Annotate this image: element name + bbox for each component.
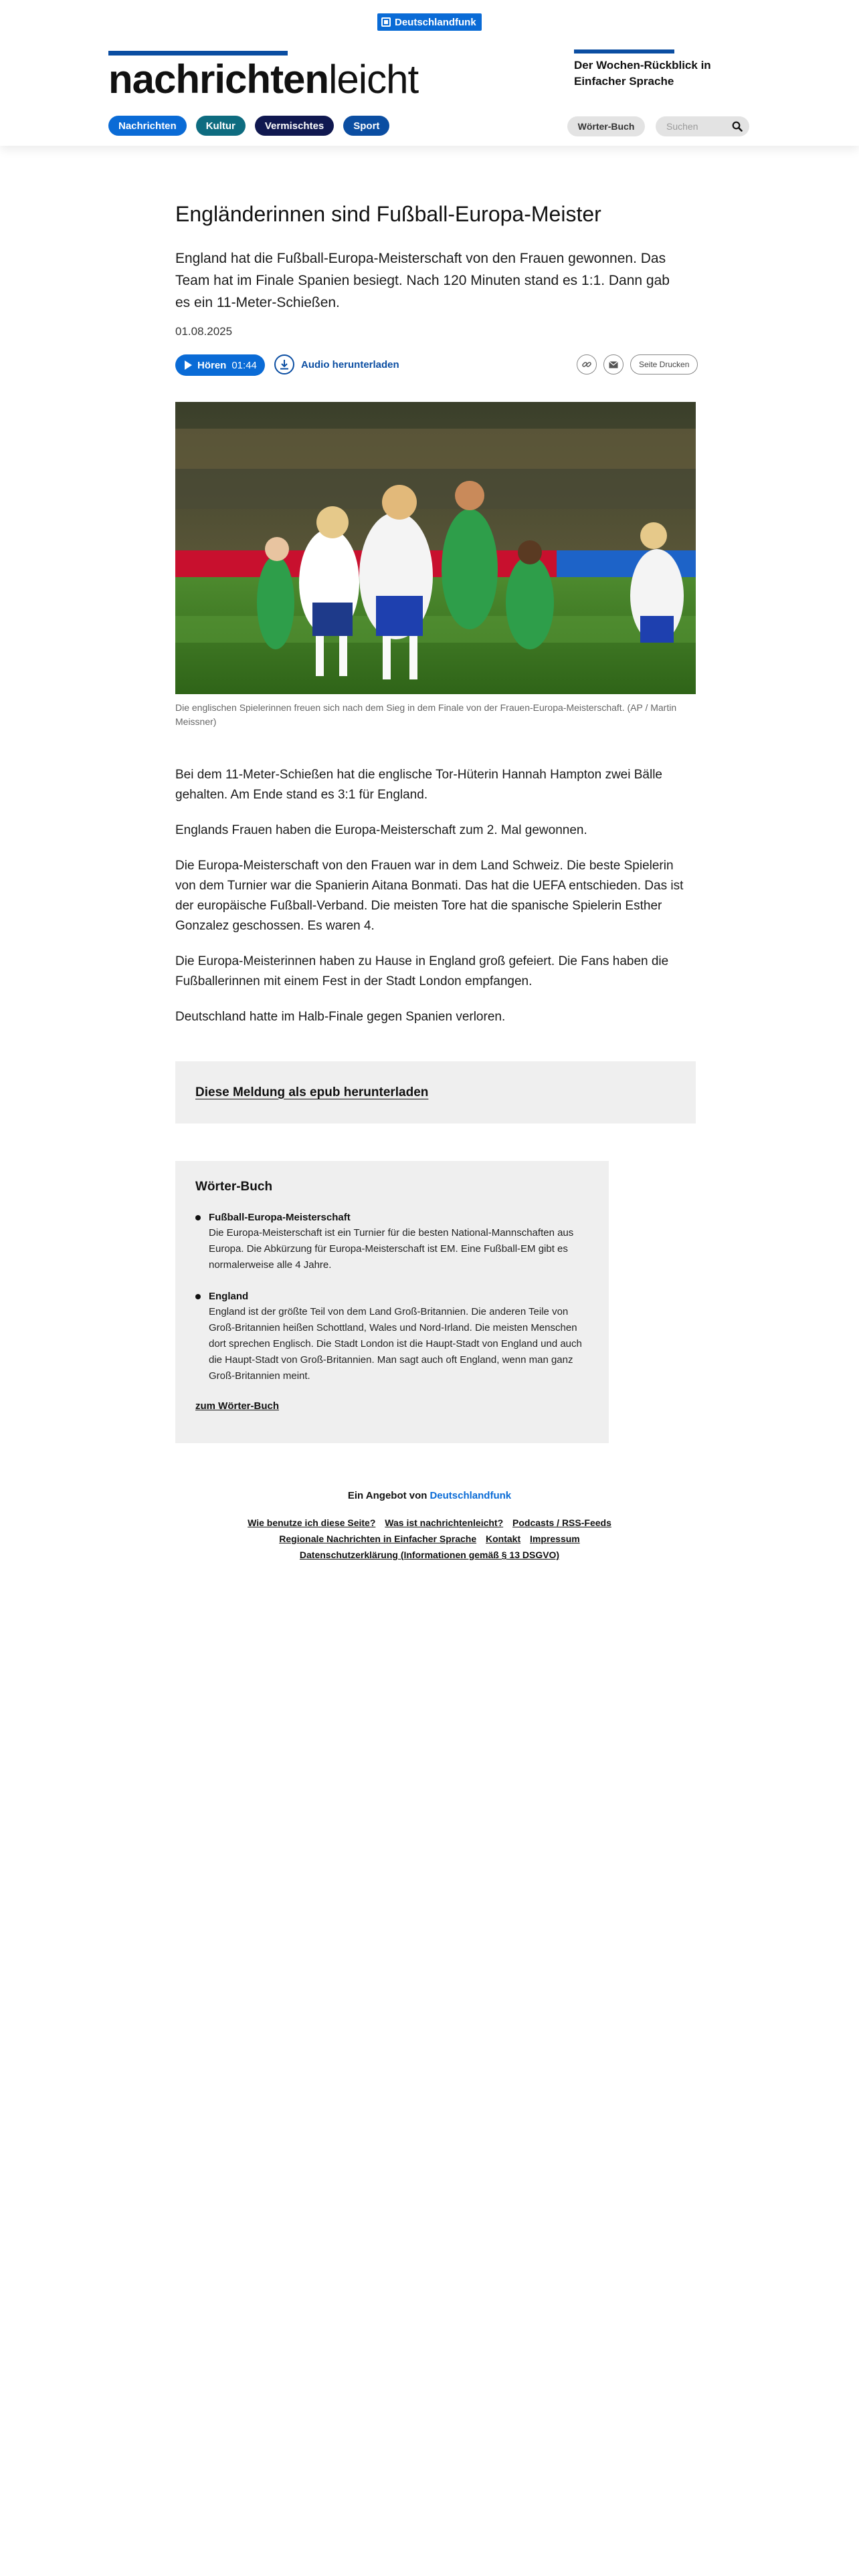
site-footer bbox=[0, 1490, 859, 1563]
mail-icon bbox=[609, 361, 618, 368]
search-icon[interactable] bbox=[732, 121, 743, 132]
body-paragraph: Die Europa-Meisterinnen haben zu Hause in England groß gefeiert. Die Fans haben die Fußballerinnen mit einem Fest in der Stadt London empfangen. bbox=[175, 954, 669, 988]
audio-duration: 01:44 bbox=[231, 359, 257, 371]
body-paragraph: Englands Frauen haben die Europa-Meisterschaft zum 2. Mal gewonnen. bbox=[175, 823, 587, 837]
epub-download-link[interactable]: Diese Meldung als epub herunterladen bbox=[195, 1085, 429, 1099]
audio-download-label: Audio herunterladen bbox=[301, 358, 399, 370]
body-paragraph: Deutschland hatte im Halb-Finale gegen Spanien verloren. bbox=[175, 1010, 506, 1024]
audio-play-button[interactable] bbox=[175, 354, 265, 376]
article-title: Engländerinnen sind Fußball-Europa-Meister bbox=[175, 202, 601, 226]
epub-download-box bbox=[175, 1061, 696, 1123]
footer-link-how-to-use[interactable]: Wie benutze ich diese Seite? bbox=[248, 1517, 376, 1528]
audio-play-label: Hören bbox=[197, 359, 227, 371]
deutschlandfunk-logo-icon bbox=[381, 17, 391, 27]
logo-accent-bar bbox=[108, 51, 288, 56]
footer-links bbox=[229, 1515, 630, 1563]
weekly-accent-bar bbox=[574, 49, 674, 53]
deutschlandfunk-badge-label: Deutschlandfunk bbox=[395, 16, 476, 28]
offer-line bbox=[0, 1490, 859, 1501]
footer-link-podcasts[interactable]: Podcasts / RSS-Feeds bbox=[512, 1517, 611, 1528]
search-box bbox=[656, 116, 749, 136]
article-teaser: England hat die Fußball-Europa-Meisterschaft von den Frauen gewonnen. Das Team hat im Finale Spanien besiegt. Nach 120 Minuten stand es 1:1. Dann gab es ein 11-Meter-Schießen. bbox=[175, 251, 670, 310]
logo-part-1: nachrichten bbox=[108, 57, 329, 102]
weekly-review-link[interactable]: Der Wochen-Rückblick in Einfacher Sprache bbox=[574, 59, 711, 88]
offer-text: Ein Angebot von bbox=[347, 1490, 427, 1501]
nav-item-sport[interactable]: Sport bbox=[343, 116, 389, 136]
play-icon bbox=[185, 360, 192, 370]
footer-link-regional[interactable]: Regionale Nachrichten in Einfacher Sprache bbox=[279, 1533, 477, 1544]
logo-part-2: leicht bbox=[328, 57, 419, 102]
search-input[interactable] bbox=[666, 121, 727, 132]
site-logo[interactable] bbox=[108, 56, 418, 103]
print-button[interactable]: Seite Drucken bbox=[630, 354, 698, 374]
body-paragraph: Die Europa-Meisterschaft von den Frauen war in dem Land Schweiz. Die beste Spielerin von dem Turnier war die Spanierin Aitana Bonmati. Das hat die UEFA entschieden. Das ist der europäische Fußball-Verband. Die meisten Tore hat die spanische Spielerin Esther Gonzalez geschossen. Es waren 4. bbox=[175, 859, 684, 933]
dictionary-term: England bbox=[209, 1291, 249, 1302]
email-share-button[interactable] bbox=[603, 354, 624, 374]
woerter-buch-link[interactable]: zum Wörter-Buch bbox=[195, 1400, 279, 1412]
site-header bbox=[0, 0, 859, 146]
offer-brand-link[interactable]: Deutschlandfunk bbox=[430, 1490, 512, 1501]
audio-download-link[interactable] bbox=[274, 354, 399, 374]
main-nav bbox=[108, 116, 389, 136]
footer-link-about[interactable]: Was ist nachrichtenleicht? bbox=[385, 1517, 504, 1528]
article-date: 01.08.2025 bbox=[175, 325, 233, 338]
link-icon bbox=[581, 359, 592, 370]
footer-link-contact[interactable]: Kontakt bbox=[486, 1533, 521, 1544]
woerter-buch-box bbox=[175, 1161, 609, 1443]
article-body bbox=[175, 765, 684, 1043]
dictionary-term: Fußball-Europa-Meisterschaft bbox=[209, 1212, 351, 1223]
nav-item-nachrichten[interactable]: Nachrichten bbox=[108, 116, 187, 136]
footer-link-imprint[interactable]: Impressum bbox=[530, 1533, 580, 1544]
woerter-buch-button[interactable]: Wörter-Buch bbox=[567, 116, 645, 136]
article-photo bbox=[175, 402, 696, 694]
dictionary-definition: England ist der größte Teil von dem Land Groß-Britannien. Die anderen Teile von Groß-Britannien heißen Schottland, Wales und Nord-Irland. Die meisten Menschen dort sprechen Englisch. Die Stadt London ist die Haupt-Stadt von England und auch die Haupt-Stadt von Groß-Britannien. Man sagt auch oft England, wenn man ganz Groß-Britannien meint. bbox=[209, 1306, 582, 1382]
nav-item-vermischtes[interactable]: Vermischtes bbox=[255, 116, 334, 136]
footer-link-privacy[interactable]: Datenschutzerklärung (Informationen gemäß § 13 DSGVO) bbox=[299, 1549, 560, 1560]
copy-link-button[interactable] bbox=[577, 354, 597, 374]
photo-caption: Die englischen Spielerinnen freuen sich nach dem Sieg in dem Finale von der Frauen-Europa-Meisterschaft. (AP / Martin Meissner) bbox=[175, 702, 677, 727]
deutschlandfunk-badge[interactable] bbox=[377, 13, 482, 31]
dictionary-definition: Die Europa-Meisterschaft ist ein Turnier für die besten National-Mannschaften aus Europa. Die Abkürzung für Europa-Meisterschaft ist EM. Eine Fußball-EM gibt es normalerweise alle 4 Jahre. bbox=[209, 1227, 574, 1271]
bullet-icon bbox=[195, 1294, 201, 1299]
dictionary-entry bbox=[195, 1210, 589, 1273]
download-icon bbox=[274, 354, 294, 374]
body-paragraph: Bei dem 11-Meter-Schießen hat die englische Tor-Hüterin Hannah Hampton zwei Bälle gehalten. Am Ende stand es 3:1 für England. bbox=[175, 768, 663, 802]
nav-item-kultur[interactable]: Kultur bbox=[196, 116, 246, 136]
woerter-buch-title: Wörter-Buch bbox=[195, 1180, 273, 1194]
dictionary-entry bbox=[195, 1289, 589, 1384]
share-tools bbox=[577, 354, 698, 374]
celebration-photo-illustration bbox=[175, 402, 696, 694]
bullet-icon bbox=[195, 1215, 201, 1220]
